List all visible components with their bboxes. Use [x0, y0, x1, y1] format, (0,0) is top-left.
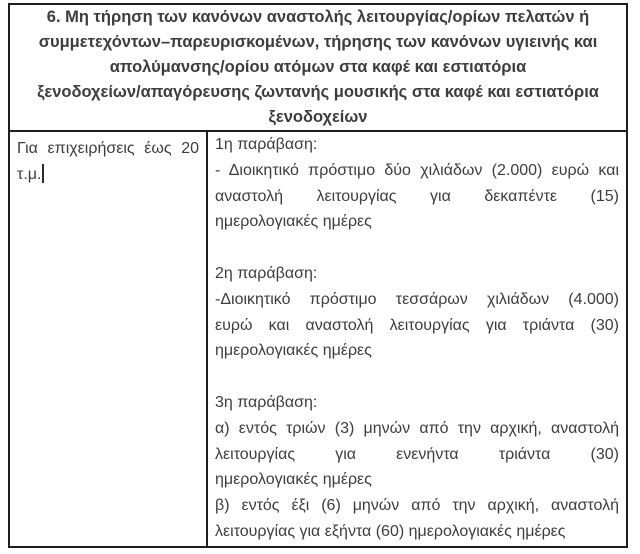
violation-3-line-1: α) εντός τριών (3) μηνών από την αρχική, αναστολή	[215, 419, 619, 437]
violation-2-title: 2η παράβαση:	[215, 264, 318, 282]
violation-2-line-1: -Διοικητικό πρόστιμο τεσσάρων χιλιάδων (4.000)	[215, 290, 619, 308]
violation-1-line-3: ημερολογιακές ημέρες	[215, 213, 372, 231]
table-body-row	[10, 132, 626, 546]
violation-1-line-1: - Διοικητικό πρόστιμο δύο χιλιάδων (2.000) ευρώ και	[215, 161, 619, 179]
violation-3-line-2: λειτουργίας για ενενήντα τριάντα (30)	[215, 445, 619, 463]
violation-3-line-4: β) εντός έξι (6) μηνών από την αρχική, αναστολή	[215, 497, 619, 515]
business-size-line-1: Για επιχειρήσεις έως 20	[17, 140, 199, 157]
violation-3-line-3: ημερολογιακές ημέρες	[215, 471, 372, 489]
text-cursor	[42, 164, 44, 183]
business-size-line-2	[17, 162, 199, 188]
violation-1-line-2: αναστολή λειτουργίας για δεκαπέντε (15)	[215, 187, 619, 205]
violation-2-line-3: ημερολογιακές ημέρες	[215, 342, 372, 360]
empty-line	[215, 235, 619, 261]
penalties-cell[interactable]	[208, 132, 626, 546]
violation-3-title: 3η παράβαση:	[215, 393, 318, 411]
business-size-cell[interactable]	[10, 132, 208, 546]
header-line-4: ξενοδοχείων/απαγόρευσης ζωντανής μουσικής στα καφέ και εστιατόρια	[37, 83, 599, 101]
penalty-rule-table	[8, 3, 628, 548]
violation-3-line-5: λειτουργίας για εξήντα (60) ημερολογιακές ημέρες	[215, 522, 566, 540]
empty-line	[215, 364, 619, 390]
business-size-line-2-text: τ.μ.	[17, 165, 42, 183]
violation-1-title: 1η παράβαση:	[215, 136, 318, 153]
header-line-3: απολύμανσης/ορίου ατόμων στα καφέ και εστιατόρια	[109, 58, 527, 76]
header-line-1: 6. Μη τήρηση των κανόνων αναστολής λειτουργίας/ορίων πελατών ή	[46, 8, 590, 26]
table-header-cell[interactable]	[10, 5, 626, 132]
violation-2-line-2: ευρώ και αναστολή λειτουργίας για τριάντα (30)	[215, 316, 619, 334]
header-line-2: συμμετεχόντων–παρευρισκομένων, τήρησης των κανόνων υγιεινής και	[38, 33, 598, 51]
header-line-5: ξενοδοχείων	[268, 108, 368, 126]
